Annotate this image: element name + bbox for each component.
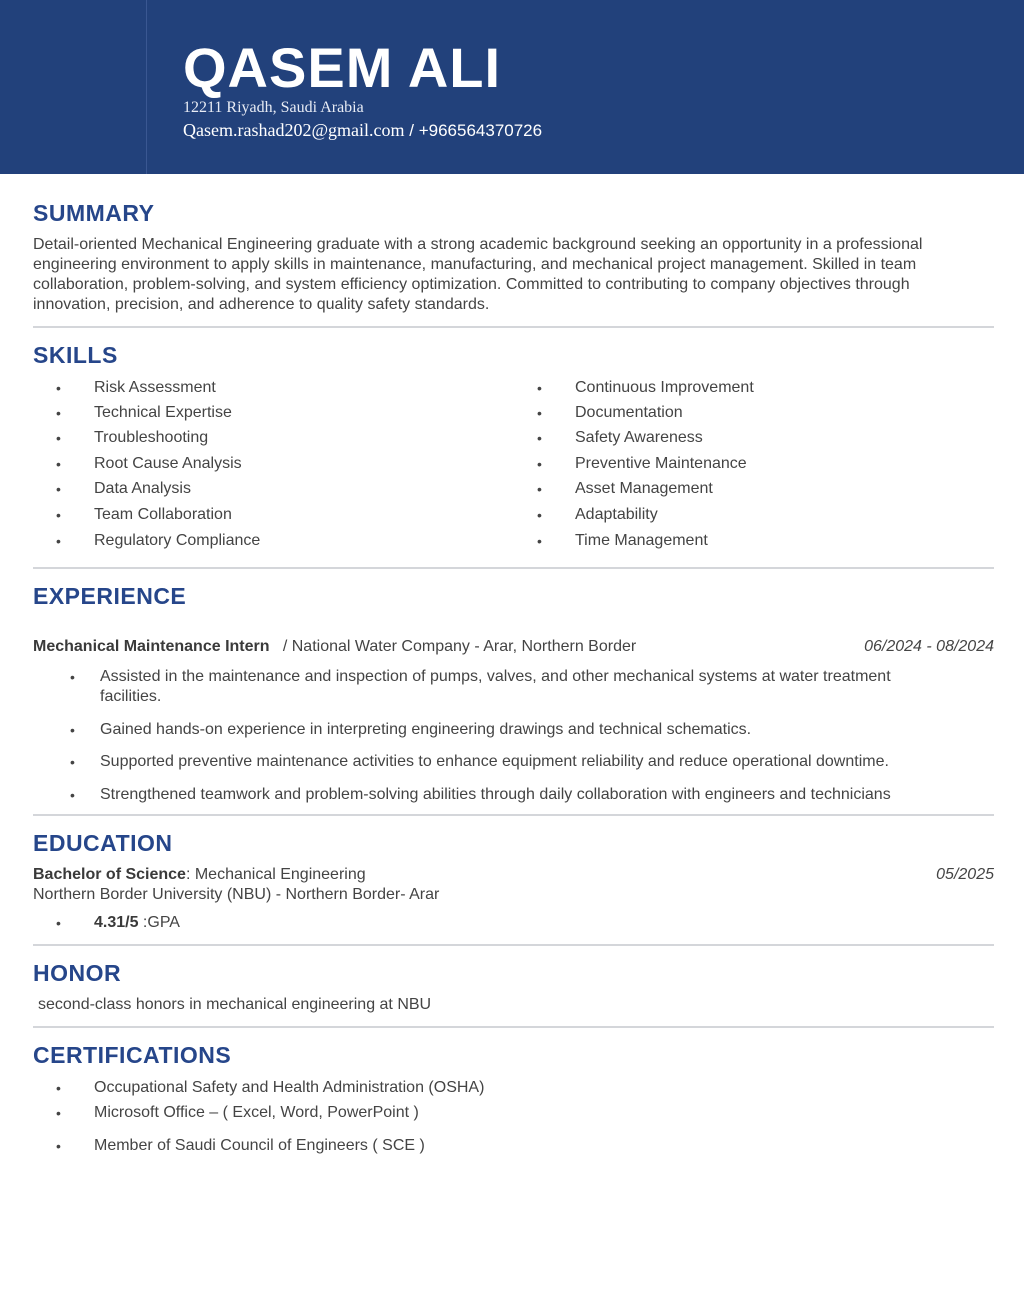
summary-text bbox=[33, 235, 983, 315]
skill-item: Regulatory Compliance bbox=[94, 532, 261, 549]
job-bullet: Strengthened teamwork and problem-solving abilities through daily collaboration with engineers and technicians bbox=[100, 786, 891, 803]
job-bullet-continued: facilities. bbox=[100, 688, 162, 705]
job-bullet: Gained hands-on experience in interpreting engineering drawings and technical schematics. bbox=[100, 721, 752, 738]
email[interactable]: Qasem.rashad202@gmail.com bbox=[183, 120, 405, 140]
bullet-icon: • bbox=[537, 405, 542, 421]
skill-item: Continuous Improvement bbox=[575, 379, 754, 396]
degree: Bachelor of Science bbox=[33, 866, 186, 883]
summary-line: Detail-oriented Mechanical Engineering graduate with a strong academic background seeking an opportunity in a professional bbox=[33, 236, 923, 253]
bullet-icon: • bbox=[537, 507, 542, 523]
divider bbox=[33, 944, 994, 946]
gpa-line bbox=[94, 913, 180, 933]
section-title-summary: SUMMARY bbox=[33, 200, 155, 226]
bullet-icon: • bbox=[537, 380, 542, 396]
divider bbox=[33, 326, 994, 328]
section-title-experience: EXPERIENCE bbox=[33, 583, 187, 609]
certification-item: Occupational Safety and Health Administration (OSHA) bbox=[94, 1079, 485, 1096]
bullet-icon: • bbox=[56, 380, 61, 396]
skill-item: Documentation bbox=[575, 404, 683, 421]
summary-line: innovation, precision, and adherence to quality safety standards. bbox=[33, 296, 490, 313]
candidate-name: QASEM ALI bbox=[183, 36, 502, 99]
job-role: Mechanical Maintenance Intern bbox=[33, 638, 270, 655]
divider bbox=[33, 814, 994, 816]
degree-line bbox=[33, 865, 366, 885]
skill-item: Risk Assessment bbox=[94, 379, 216, 396]
skill-item: Root Cause Analysis bbox=[94, 455, 242, 472]
bullet-icon: • bbox=[537, 533, 542, 549]
certification-item: Microsoft Office – ( Excel, Word, PowerPoint ) bbox=[94, 1104, 419, 1121]
skill-item: Preventive Maintenance bbox=[575, 455, 747, 472]
bullet-icon: • bbox=[70, 754, 75, 770]
bullet-icon: • bbox=[70, 787, 75, 803]
major: : Mechanical Engineering bbox=[185, 866, 366, 883]
bullet-icon: • bbox=[56, 1080, 61, 1096]
bullet-icon: • bbox=[56, 1138, 61, 1154]
bullet-icon: • bbox=[56, 507, 61, 523]
summary-line: collaboration, problem-solving, and system efficiency optimization. Committed to contributing to company objectives through bbox=[33, 276, 910, 293]
skill-item: Safety Awareness bbox=[575, 429, 703, 446]
skill-item: Adaptability bbox=[575, 506, 658, 523]
section-title-education: EDUCATION bbox=[33, 830, 173, 856]
job-dates: 06/2024 - 08/2024 bbox=[864, 638, 994, 655]
bullet-icon: • bbox=[537, 456, 542, 472]
job-title-line bbox=[33, 637, 636, 657]
bullet-icon: • bbox=[56, 405, 61, 421]
skill-item: Technical Expertise bbox=[94, 404, 232, 421]
divider bbox=[33, 1026, 994, 1028]
bullet-icon: • bbox=[70, 669, 75, 685]
honor-text: second-class honors in mechanical engineering at NBU bbox=[38, 996, 432, 1013]
job-bullet: Assisted in the maintenance and inspection of pumps, valves, and other mechanical systems at water treatment bbox=[100, 668, 891, 685]
section-title-skills: SKILLS bbox=[33, 342, 118, 368]
skill-item: Team Collaboration bbox=[94, 506, 232, 523]
skill-item: Troubleshooting bbox=[94, 429, 209, 446]
bullet-icon: • bbox=[70, 722, 75, 738]
school: Northern Border University (NBU) - Northern Border- Arar bbox=[33, 886, 440, 903]
skill-item: Data Analysis bbox=[94, 480, 191, 497]
section-title-certifications: CERTIFICATIONS bbox=[33, 1042, 232, 1068]
gpa-value: 4.31/5 bbox=[94, 914, 139, 931]
skill-item: Asset Management bbox=[575, 480, 713, 497]
bullet-icon: • bbox=[56, 915, 61, 931]
section-title-honor: HONOR bbox=[33, 960, 122, 986]
divider bbox=[33, 567, 994, 569]
bullet-icon: • bbox=[56, 430, 61, 446]
contact-line bbox=[183, 120, 542, 141]
job-company: / National Water Company - Arar, Northern Border bbox=[282, 638, 637, 655]
gpa-label: :GPA bbox=[138, 914, 180, 931]
job-bullet: Supported preventive maintenance activities to enhance equipment reliability and reduce operational downtime. bbox=[100, 753, 889, 770]
bullet-icon: • bbox=[56, 481, 61, 497]
phone: +966564370726 bbox=[418, 121, 543, 140]
resume-header bbox=[0, 0, 1024, 174]
summary-line: engineering environment to apply skills in maintenance, manufacturing, and mechanical project management. Skilled in team bbox=[33, 256, 917, 273]
bullet-icon: • bbox=[56, 1105, 61, 1121]
bullet-icon: • bbox=[537, 430, 542, 446]
header-divider bbox=[146, 0, 147, 174]
certification-item: Member of Saudi Council of Engineers ( SCE ) bbox=[94, 1137, 425, 1154]
graduation-date: 05/2025 bbox=[936, 866, 994, 883]
skill-item: Time Management bbox=[575, 532, 708, 549]
bullet-icon: • bbox=[56, 456, 61, 472]
bullet-icon: • bbox=[56, 533, 61, 549]
contact-separator: / bbox=[404, 121, 419, 140]
address: 12211 Riyadh, Saudi Arabia bbox=[183, 99, 364, 116]
bullet-icon: • bbox=[537, 481, 542, 497]
